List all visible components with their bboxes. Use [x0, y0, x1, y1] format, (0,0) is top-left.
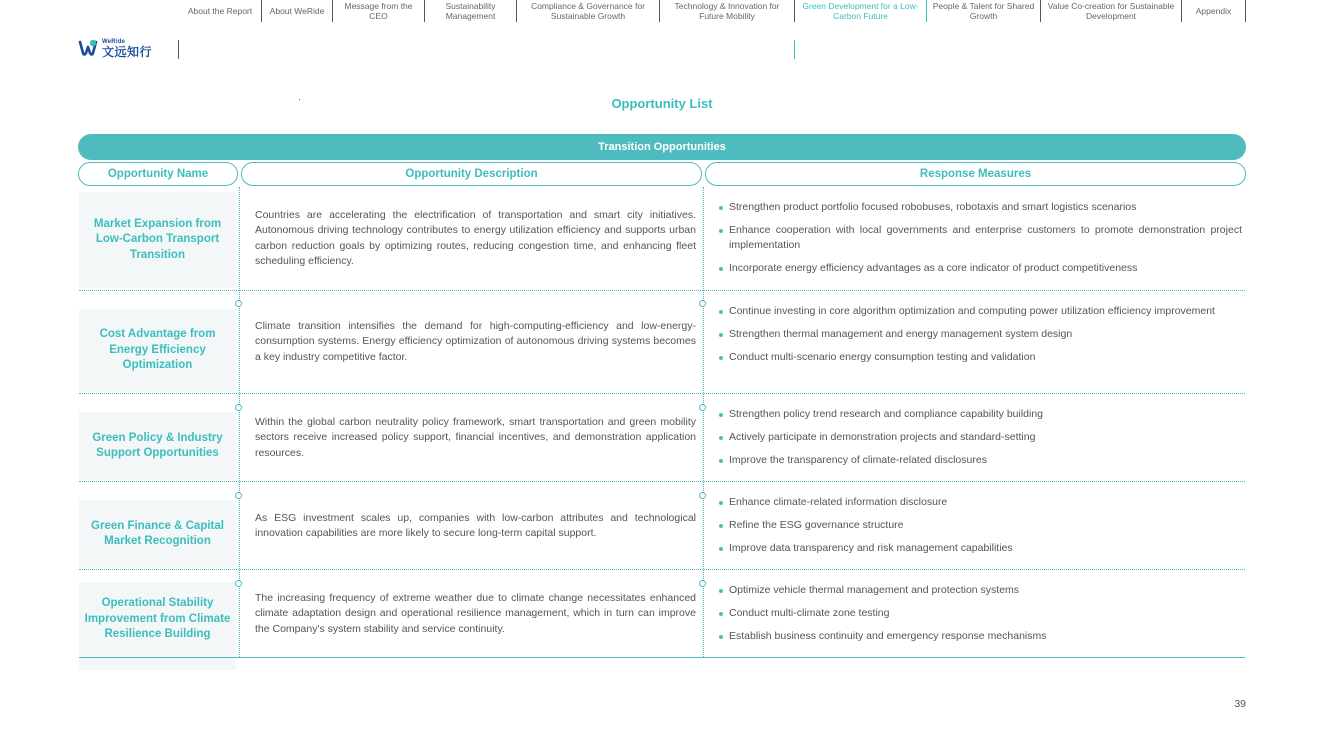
list-item [718, 223, 1242, 254]
measure-text: Continue investing in core algorithm optimization and computing power utilization efficiency improvement [729, 305, 1215, 317]
list-item [718, 629, 1242, 644]
opportunity-name: Cost Advantage from Energy Efficiency Optimization [99, 328, 216, 372]
logo-text-en: WeRide [102, 38, 126, 45]
opportunity-name: Operational Stability Improvement from Climate Resilience Building [84, 597, 231, 641]
divider-node-icon [235, 492, 242, 499]
measure-text: Optimize vehicle thermal management and protection systems [729, 584, 1020, 596]
weride-logo[interactable] [78, 38, 152, 58]
opportunity-name-cell [79, 412, 236, 480]
measure-text: Incorporate energy efficiency advantages as a core indicator of product competitiveness [729, 262, 1138, 275]
nav-label: Green Development for a Low-Carbon Future [802, 1, 919, 21]
measure-text: Strengthen policy trend research and compliance capability building [729, 408, 1044, 420]
nav-item-sustainability-management[interactable] [425, 0, 517, 22]
bullet-icon [719, 310, 723, 314]
nav-label: Technology & Innovation for Future Mobility [674, 1, 780, 21]
bullet-icon [719, 589, 723, 593]
opportunity-description: The increasing frequency of extreme weather due to climate change necessitates enhanced climate adaptation design and operational resilience management, which in turn can improve the Company's system stability and service continuity. [255, 592, 696, 635]
bullet-icon [719, 524, 723, 528]
list-item [718, 583, 1242, 598]
name-column-stub [79, 658, 236, 670]
bullet-icon [719, 459, 723, 463]
list-item [718, 453, 1242, 468]
divider-node-icon [699, 580, 706, 587]
list-item [718, 495, 1242, 510]
opportunity-description: Climate transition intensifies the demand for high-computing-efficiency and low-energy-consumption systems. Energy efficiency optimization of autonomous driving systems becomes a key industry competitive factor. [255, 320, 696, 363]
opportunity-description: Countries are accelerating the electrification of transportation and smart city initiatives. Autonomous driving technology contributes to energy utilization efficiency and supports urban carbon reduction goals by optimizing routes, reducing congestion time, and enhancing fleet scheduling efficiency. [255, 209, 696, 267]
nav-separator [178, 40, 179, 59]
response-measures-list [718, 304, 1242, 373]
response-measures-list [718, 200, 1242, 285]
row-divider [79, 290, 1245, 291]
list-item [718, 304, 1242, 319]
nav-label: About the Report [187, 6, 253, 16]
nav-active-marker [794, 40, 795, 59]
divider-node-icon [235, 580, 242, 587]
row-divider [79, 481, 1245, 482]
page-number: 39 [1234, 698, 1246, 710]
nav-item-people-talent[interactable] [927, 0, 1041, 22]
nav-item-green-development[interactable] [795, 0, 927, 22]
list-item [718, 200, 1242, 215]
list-item [718, 327, 1242, 342]
divider-node-icon [699, 404, 706, 411]
bullet-icon [719, 612, 723, 616]
divider-node-icon [235, 404, 242, 411]
opportunity-description: As ESG investment scales up, companies with low-carbon attributes and technological innovation capabilities are more likely to secure long-term capital support. [255, 512, 696, 540]
opportunity-name: Green Finance & Capital Market Recognition [91, 519, 224, 547]
measure-text: Actively participate in demonstration projects and standard-setting [729, 431, 1036, 444]
row-divider [79, 393, 1245, 394]
bullet-icon [719, 206, 723, 210]
response-measures-list [718, 583, 1242, 652]
measure-text: Strengthen product portfolio focused robobuses, robotaxis and smart logistics scenarios [729, 201, 1137, 213]
measure-text: Conduct multi-climate zone testing [729, 607, 890, 620]
measure-text: Strengthen thermal management and energy management system design [729, 328, 1073, 341]
opportunity-name-cell [79, 582, 236, 657]
list-item [718, 407, 1242, 422]
nav-label: Appendix [1195, 6, 1232, 16]
list-item [718, 350, 1242, 365]
column-header-name: Opportunity Name [78, 162, 238, 186]
nav-label: Message from the CEO [344, 1, 413, 21]
opportunity-name-cell [79, 192, 236, 288]
nav-label: Sustainability Management [445, 1, 496, 21]
row-divider [79, 569, 1245, 570]
opportunity-name: Market Expansion from Low-Carbon Transport Transition [93, 217, 222, 261]
measure-text: Improve data transparency and risk management capabilities [729, 542, 1013, 555]
opportunity-name-cell [79, 500, 236, 568]
table-bottom-border [79, 657, 1245, 658]
bullet-icon [719, 229, 723, 233]
nav-item-value-cocreation[interactable] [1041, 0, 1182, 22]
list-item [718, 518, 1242, 533]
weride-logo-icon [78, 38, 98, 58]
logo-text-cn: 文远知行 [102, 44, 153, 59]
page-title: Opportunity List [611, 96, 713, 111]
measure-text: Refine the ESG governance structure [729, 519, 904, 532]
nav-label: About WeRide [269, 6, 325, 16]
list-item [718, 261, 1242, 276]
bullet-icon [719, 547, 723, 551]
column-header-description: Opportunity Description [241, 162, 702, 186]
table-band-title: Transition Opportunities [78, 134, 1246, 160]
nav-item-compliance-governance[interactable] [517, 0, 660, 22]
opportunity-name-cell [79, 309, 236, 392]
nav-label: Value Co-creation for Sustainable Development [1047, 1, 1175, 21]
measure-text: Establish business continuity and emergency response mechanisms [729, 630, 1047, 643]
nav-label: Compliance & Governance for Sustainable Growth [531, 1, 645, 21]
measure-text: Enhance climate-related information disclosure [729, 496, 948, 508]
bullet-icon [719, 501, 723, 505]
nav-item-about-weride[interactable] [262, 0, 333, 22]
nav-item-ceo-message[interactable] [333, 0, 425, 22]
column-header-measures: Response Measures [705, 162, 1246, 186]
divider-node-icon [699, 492, 706, 499]
bullet-icon [719, 267, 723, 271]
nav-item-appendix[interactable] [1182, 0, 1246, 22]
response-measures-list [718, 495, 1242, 564]
bullet-icon [719, 436, 723, 440]
opportunity-description: Within the global carbon neutrality policy framework, smart transportation and green mobility sectors receive increased policy support, financial incentives, and demonstration application resources. [255, 416, 696, 459]
measure-text: Improve the transparency of climate-related disclosures [729, 454, 987, 467]
measure-text: Enhance cooperation with local governments and enterprise customers to promote demonstration project implementation [729, 224, 1242, 252]
divider-node-icon [235, 300, 242, 307]
opportunity-name: Green Policy & Industry Support Opportunities [92, 431, 223, 459]
bullet-icon [719, 635, 723, 639]
nav-label: People & Talent for Shared Growth [932, 1, 1035, 21]
nav-item-technology-innovation[interactable] [660, 0, 795, 22]
bullet-icon [719, 356, 723, 360]
list-item [718, 541, 1242, 556]
nav-item-about-report[interactable] [179, 0, 262, 22]
divider-node-icon [699, 300, 706, 307]
response-measures-list [718, 407, 1242, 476]
measure-text: Conduct multi-scenario energy consumption testing and validation [729, 351, 1036, 364]
bullet-icon [719, 333, 723, 337]
list-item [718, 430, 1242, 445]
list-item [718, 606, 1242, 621]
bullet-icon [719, 413, 723, 417]
